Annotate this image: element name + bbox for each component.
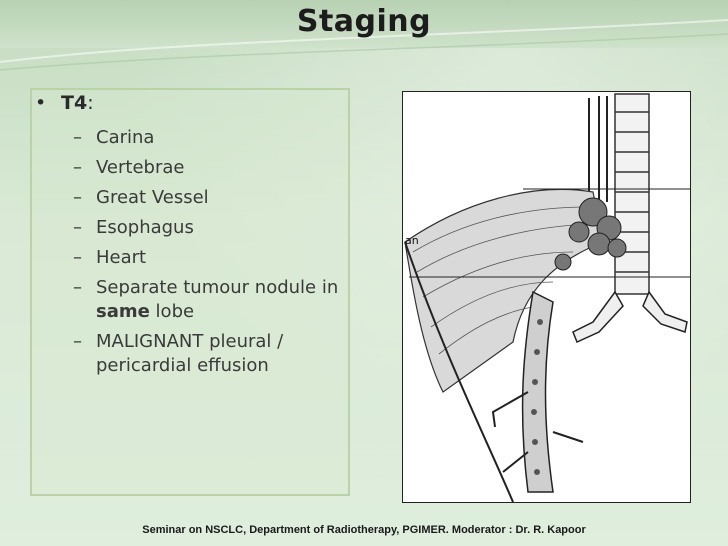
slide-title: Staging [296,4,432,39]
sub-bullet-list [73,126,343,384]
great-vessels [589,96,607,202]
anatomy-illustration [402,91,691,503]
list-item-bold: same [96,301,150,322]
list-item: – Great Vessel [73,187,209,208]
list-item-text: Great Vessel [96,187,209,208]
footer-credit: Seminar on NSCLC, Department of Radiotherapy, PGIMER. Moderator : Dr. R. Kapoor [142,524,586,536]
pleura-sheet [405,189,603,392]
list-item-text: Esophagus [96,217,194,238]
trachea [615,94,649,294]
anatomy-drawing [403,92,691,503]
t4-term: T4 [61,92,88,114]
bullet-t4 [35,92,94,114]
list-item-text: Vertebrae [96,157,185,178]
list-item-text: MALIGNANT pleural / pericardial effusion [96,331,284,376]
list-item-text-before: Separate tumour nodule in [96,277,339,298]
list-item-text: Heart [96,247,147,268]
list-item: – Heart [73,247,147,268]
t4-suffix: : [87,92,94,114]
list-item: – MALIGNANT pleural / pericardial effusion [73,331,284,376]
list-item-text: Carina [96,127,155,148]
list-item: – Vertebrae [73,157,185,178]
bullet-dot: • [35,92,47,114]
list-item-text-after: lobe [149,301,195,322]
list-item: – Esophagus [73,217,194,238]
list-item: – Carina [73,127,155,148]
bronchi [573,292,687,342]
list-item: – Separate tumour nodule in same lobe [73,277,339,322]
figure-label: an [405,234,419,247]
